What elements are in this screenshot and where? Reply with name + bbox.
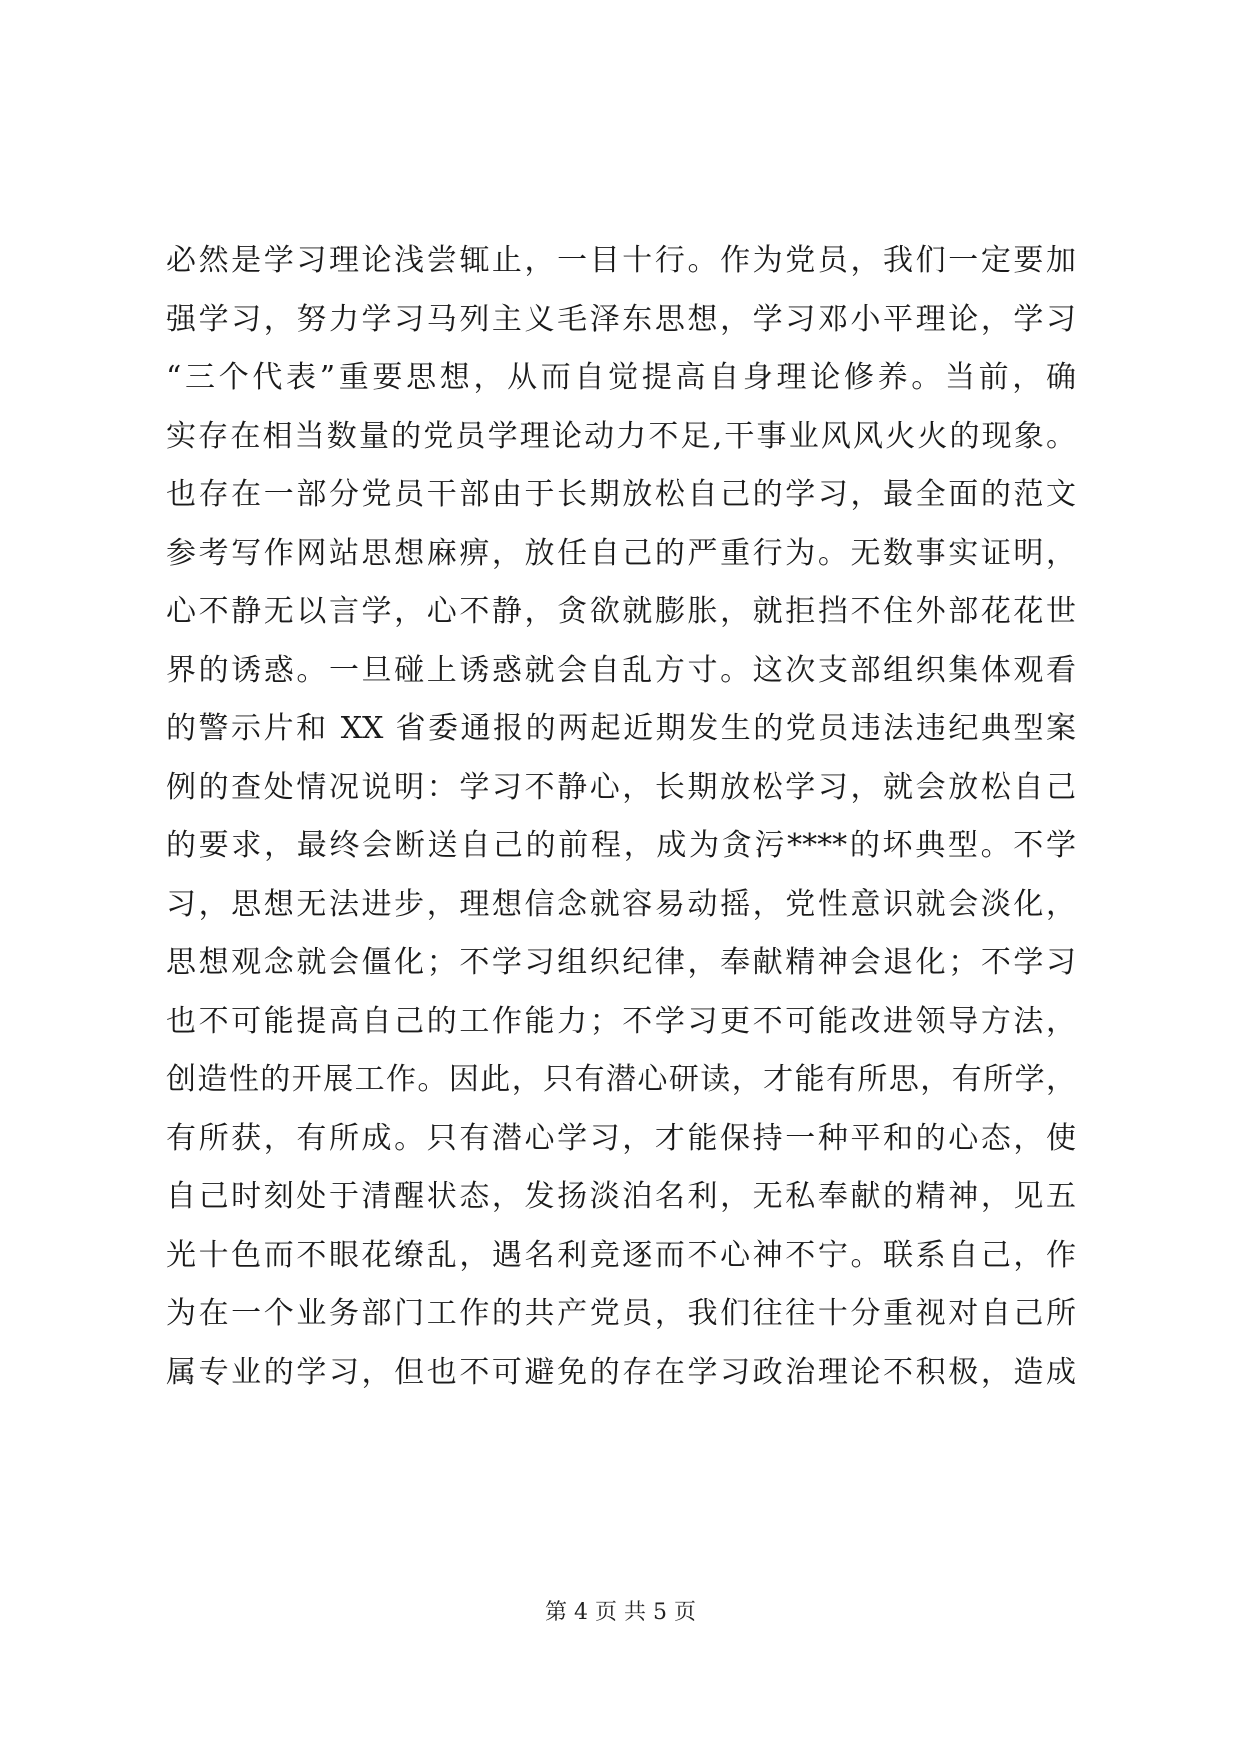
text-line-17: 自己时刻处于清醒状态，发扬淡泊名利，无私奉献的精神，见五	[166, 1179, 1076, 1214]
text-line-19: 为在一个业务部门工作的共产党员，我们往往十分重视对自己所	[166, 1296, 1076, 1331]
text-line-6: 参考写作网站思想麻痹，放任自己的严重行为。无数事实证明，	[166, 535, 1076, 571]
text-line-7: 心不静无以言学，心不静，贪欲就膨胀，就拒挡不住外部花花世	[166, 594, 1076, 629]
text-line-8: 界的诱惑。一旦碰上诱惑就会自乱方寸。这次支部组织集体观看	[166, 652, 1076, 688]
text-line-16: 有所获，有所成。只有潜心学习，才能保持一种平和的心态，使	[166, 1120, 1076, 1156]
text-line-14: 也不可能提高自己的工作能力；不学习更不可能改进领导方法，	[166, 1003, 1076, 1039]
text-line-1: 必然是学习理论浅尝辄止，一目十行。作为党员，我们一定要加	[166, 243, 1076, 278]
text-line-9: 的警示片和 XX 省委通报的两起近期发生的党员违法违纪典型案	[166, 711, 1076, 746]
text-line-4: 实存在相当数量的党员学理论动力不足,干事业风风火火的现象。	[166, 418, 1076, 454]
text-line-13: 思想观念就会僵化；不学习组织纪律，奉献精神会退化；不学习	[166, 945, 1076, 980]
text-line-15: 创造性的开展工作。因此，只有潜心研读，才能有所思，有所学，	[166, 1062, 1076, 1097]
text-line-3: “三个代表”重要思想，从而自觉提高自身理论修养。当前，确	[166, 360, 1076, 395]
text-line-2: 强学习，努力学习马列主义毛泽东思想，学习邓小平理论，学习	[166, 301, 1076, 337]
text-line-20: 属专业的学习，但也不可避免的存在学习政治理论不积极，造成	[166, 1354, 1076, 1390]
text-line-11: 的要求，最终会断送自己的前程，成为贪污****的坏典型。不学	[166, 828, 1076, 863]
text-line-5: 也存在一部分党员干部由于长期放松自己的学习，最全面的范文	[166, 477, 1076, 512]
page-number-footer: 第 4 页 共 5 页	[545, 1600, 696, 1625]
body-paragraph	[166, 232, 1076, 1402]
text-line-10: 例的查处情况说明：学习不静心，长期放松学习，就会放松自己	[166, 769, 1076, 805]
text-line-18: 光十色而不眼花缭乱，遇名利竞逐而不心神不宁。联系自己，作	[166, 1237, 1076, 1273]
text-line-12: 习，思想无法进步，理想信念就容易动摇，党性意识就会淡化，	[166, 886, 1076, 922]
